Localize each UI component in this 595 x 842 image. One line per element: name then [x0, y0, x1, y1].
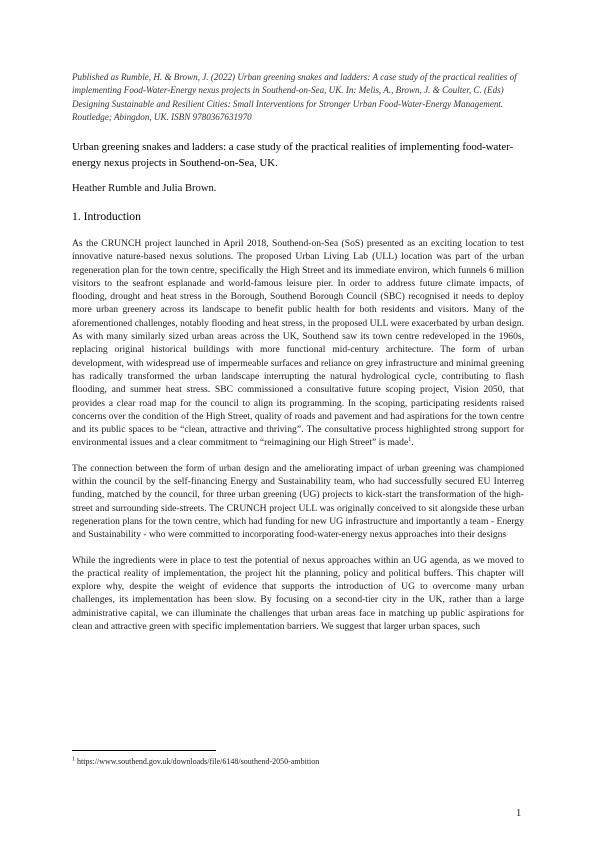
body-text: [72, 237, 524, 645]
paragraph-1-end: .: [411, 437, 414, 449]
footnote-divider: [72, 750, 216, 751]
paragraph-3: While the ingredients were in place to test the potential of nexus approaches within an UG agenda, as we moved to the practical reality of implementation, the project hit the planning, policy and political buffers. This chapter will explore why, despite the weight of evidence that supports the introduction of UG to overcome many urban challenges, its implementation has been slow. By focusing on a second-tier city in the UK, rather than a large administrative capital, we can illuminate the challenges that urban areas face in matching up public aspirations for clean and attractive green with specific implementation barriers. We suggest that larger urban spaces, such: [72, 554, 524, 633]
page-number: 1: [516, 808, 522, 819]
section-heading: 1. Introduction: [72, 210, 141, 223]
author-line: Heather Rumble and Julia Brown.: [72, 183, 217, 194]
footnote-reference[interactable]: 1: [408, 437, 412, 444]
citation-note: Published as Rumble, H. & Brown, J. (2022) Urban greening snakes and ladders: A case study of the practical realities of implementing Food-Water-Energy nexus projects in Southend-on-Sea, UK. In: Melis, A., Brown, J. & Coulter, C. (Eds) Designing Sustainable and Resilient Cities: Small Interventions for Stronger Urban Food-Water-Energy Management. Routledge; Abingdon, UK. ISBN 9780367631970: [72, 72, 517, 122]
paragraph-2: The connection between the form of urban design and the ameliorating impact of urban greening was championed within the council by the self-financing Energy and Sustainability team, who had successfully secured EU Interreg funding, matched by the council, for three urban greening (UG) projects to kick-start the transformation of the high-street and surrounding side-streets. The CRUNCH project ULL was originally conceived to sit alongside these urban regeneration plans for the town centre, which had funding for new UG infrastructure and importantly a team - Energy and Sustainability - who were committed to incorporating food-water-energy nexus approaches into their designs: [72, 462, 524, 541]
paragraph-1: [72, 237, 524, 450]
paragraph-1-text: As the CRUNCH project launched in April 2018, Southend-on-Sea (SoS) presented as an exciting location to test innovative nature-based nexus solutions. The proposed Urban Living Lab (ULL) location was part of the urban regeneration plan for the town centre, specifically the High Street and its immediate environ, which funnels 6 million visitors to the seafront esplanade and world-famous leisure pier. In order to address future climate impacts, of flooding, drought and heat stress in the Borough, Southend Borough Council (SBC) recognised it needs to deploy more urban greenery across its landscape to benefit public health for both residents and visitors. Many of the aforementioned challenges, notably flooding and heat stress, in the proposed ULL were exacerbated by urban design. As with many similarly sized urban areas across the UK, Southend saw its town centre redeveloped in the 1960s, replacing original historical buildings with more functional mid-century architecture. The form of urban development, with widespread use of impermeable surfaces and reliance on grey infrastructure and minimal greening has radically transformed the urban landscape interrupting the natural hydrological cycle, contributing to flash flooding, and summer heat stress. SBC commissioned a consultative future scoping project, Vision 2050, that provides a clear road map for the council to align its programming. In the scoping, participating residents raised concerns over the condition of the High Street, quality of roads and pavement and had aspirations for the town centre and its public spaces to be “clean, attractive and thriving”. The consultative process highlighted strong support for environmental issues and a clear commitment to “reimagining our High Street” is made: [72, 238, 524, 449]
paper-title: Urban greening snakes and ladders: a case study of the practical realities of implementing food-water-energy nexus projects in Southend-on-Sea, UK.: [72, 141, 514, 169]
footnote-link[interactable]: https://www.southend.gov.uk/downloads/file/6148/southend-2050-ambition: [75, 757, 320, 766]
footnote: [72, 757, 319, 766]
footnote-number: 1: [72, 756, 75, 763]
